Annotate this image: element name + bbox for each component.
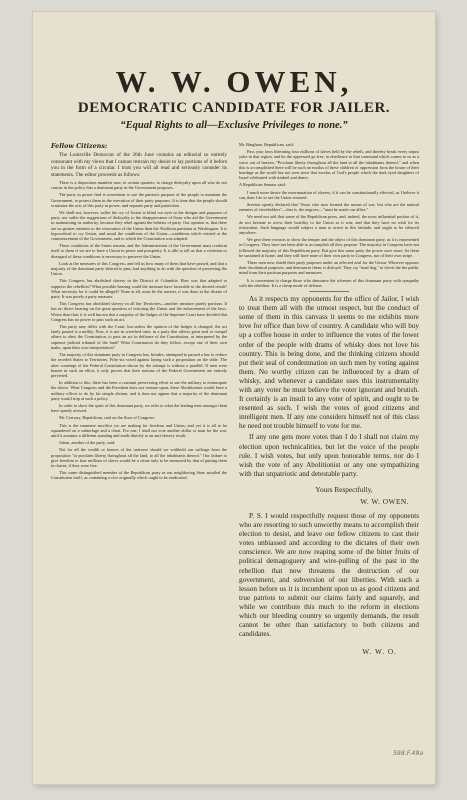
quote-paragraph: Stevens openly declared that "those who now formed the means of war, but who are the natural enemies of slaveholders"—that is, the negroes—"must be made our allies." bbox=[239, 202, 419, 213]
quote-paragraph: This same distinguished member of the Republican party in our neighboring State assailed the Constitution itself, as containing a vice originally which ought to be eradicated. bbox=[51, 470, 227, 481]
quote-paragraph: In order to show the spirit of this dominant party, we refer to what the leading men amongst them have openly avowed. bbox=[51, 402, 227, 414]
quote-paragraph: It is convenient to charge those who denounce the schemes of this dominant party with sympathy with the rebellion. It is a cheap mode of defense. bbox=[239, 277, 419, 288]
quote-paragraph: This Congress has abolished slavery in the District of Columbia. How was that adapted to suppress the rebellion? What possible bearing could the measure have favorable to the desired result? What necessity for it could be alleged? None at all, must be the answer, it was done at the dictate of party. It was purely a party measure. bbox=[51, 278, 227, 300]
quote-paragraph: Julian, another of the party, said: bbox=[59, 440, 116, 446]
quote-paragraph: We shall not, however, suffer the cry of Union to blind our eyes to the designs and purposes of party, nor suffer the suggestions of disloyalty to the disapprovance of those who aid the Government in maintaining its authority, because they rebel against the behests of party. Our opinion is, that there are no greater enemies to the restoration of the Union than the Abolition partisans at Washington. It is hypocritical to cry Union, and assail the conditions of the Union—conditions which existed at the commencement of the Government, and to which the Constitution was adapted. bbox=[51, 210, 227, 242]
quote-paragraph: Mr. Conway, Republican, said on the floor of Congress: bbox=[59, 415, 156, 421]
broadside-sheet bbox=[33, 12, 435, 784]
catalog-mark: 598.F.49a bbox=[393, 750, 424, 757]
quote-paragraph: We give these extracts to show the temper and the object of this dominant party, as it is represented in Congress. They have not been able to accomplish all they propose. The majority in Congress have not followed the majority of this Republican party. But give this same party the power once more; let them be sustained at home, and they will have none of their own party in Congress, nor of their own stripe. bbox=[239, 237, 419, 258]
greeting: Fellow Citizens: bbox=[51, 142, 108, 150]
quote-paragraph: In addition to this, there has been a constant persevering effort to use the military to emancipate the slaves. What Congress and the President does not venture upon, these Abolitionists would have a military officer to do by his simple dictum, and it does not appear that a majority of the dominant party would stop at such a policy. bbox=[51, 380, 227, 401]
quote-paragraph: We need not add that some of the Republican press, and, indeed, the most influential portion of it, do not hesitate to avow their hostility to the Union as it was; and that they have no wish for its restoration. Such language would subject a man to arrest in this latitude, and ought to be silenced anywhere. bbox=[239, 214, 419, 236]
divider bbox=[309, 291, 349, 292]
quote-paragraph: A Republican Senator said: bbox=[239, 182, 286, 188]
postscript: P. S. I would respectfully request those of my opponents who are resorting to such unworthy means to accomplish their election to desist, and leave our fellow citizens to cast their votes unbiassed and according to the dictates of their own conscience. We are now reaping some of the bitter fruits of political demagoguery and wire-pulling of the past in the rebellion that now threatens the destruction of our government, and subversion of our liberties. With such a lesson before us it is incumbent upon us as good citizens and true patriots to submit our claims fairly and squarely, and while we contribute this much to the reform in elections which our bleeding country so urgently demands, the result cannot be other than satisfactory to both citizens and candidates. bbox=[239, 511, 419, 639]
quote-paragraph: Look at the measures of this Congress, and tell us how many of them that have passed, and that a majority of the dominant party desired to pass, had anything to do with the question of preserving the Union. bbox=[51, 260, 227, 277]
motto: “Equal Rights to all—Exclusive Privileges to none.” bbox=[120, 120, 348, 131]
quote-paragraph: This is the immense sacrifice we are making for freedom and Union; and yet it is all to be squandered on a subterfuge and a cheat. For one, I shall not vote another dollar or man for the war, until it assumes a different standing and tends directly to an anti-slavery result. bbox=[51, 422, 227, 438]
page-title: W. W. OWEN, bbox=[115, 64, 353, 99]
signature-name: W. W. OWEN. bbox=[360, 496, 409, 506]
quote-paragraph: The party in power find it convenient to use the patriotic purpose of the people to maintain the Government, to protect them in the execution of their party purposes. It is time that the people should scrutinize the acts of this party in power, and separate party and patriotism. bbox=[51, 192, 227, 208]
quote-paragraph: Mr. Bingham, Republican, said: bbox=[239, 142, 294, 147]
right-column bbox=[239, 142, 419, 656]
quote-paragraph: These men now shield their party purposes under an affected zeal for the Union. Whoever opposes their Jacobinical purposes, and denounces them, is disloyal. They cry "mad dog," to divert the the public mind from their partisan purposes and measures. bbox=[239, 260, 419, 276]
quote-paragraph: There is a disposition manifest now, in certain quarters, to charge disloyalty upon all who do not concur in the policy that a dominant party in the Government proposes. bbox=[51, 180, 227, 191]
paragraph: The Louisville Democrat of the 26th June contains an editorial so entirely consonant with my views that I cannot restrain my desire to lay portions of it before you in the form of a circular. I trust you will all read and seriously consider its statements. The editor proceeds as follows: bbox=[51, 152, 227, 178]
quote-paragraph: This party may differ with the Court, but unless the opinion of the Judges is changed, the act lately passed is a nullity. Now, it is not in wretched taste, in a party that affects great zeal to compel others to obey the Constitution, to pass an act in defiance of the Constitution, as interpreted by the supreme judicial tribunal of the land? What Constitution do they follow, except one of their own make, upon their own interpretation? bbox=[51, 324, 227, 350]
quote-paragraph: Pass your laws liberating four millions of slaves held by the rebels, and thereby break every unjust yoke in that region, and let the oppressed go free, in obedience to that command which comes to us as a voice out of heaven, "Proclaim liberty throughout all the land to all the inhabitants thereof;" and when this is accomplished there will be such an exodus of these children of oppression from the house of their bondage as the world has not seen since that exodus of God's people which the dark eyed daughters of Israel celebrated with timbrel and dance. bbox=[239, 149, 419, 181]
signature-closing: Yours Respectfully, bbox=[315, 484, 373, 494]
signature-initials: W. W. O. bbox=[362, 647, 397, 657]
page-subtitle: DEMOCRATIC CANDIDATE FOR JAILER. bbox=[77, 100, 391, 116]
quote-paragraph: These conditions of the States remain, and the Administration of the Government must conform itself to them if we are to have a Union in peace and prosperity. It is idle to tell us that a violation or disregard of these conditions is necessary to preserve the Union. bbox=[51, 243, 227, 259]
paragraph: As it respects my opponents for the office of Jailor, I wish to treat them all with the utmost respect, but the conduct of some of them in this canvass it seems to me exhibits more love for office than love of country. A candidate who will buy up a coffee house in order to influence the votes of the lower order of the people with drams of whisky does not love his country. This is being done, and the thinking citizens should put their seal of condemnation on such men by voting against them. No worthy citizen can be influenced by a dram of whisky, and whenever a candidate uses this instrumentality with any voter he must believe the voter ignorant and brutish. It certainly is an insult to any voter of spirit, and ought to be resented as such. I wish the votes of good citizens and intelligent men. If any one considers himself not of this class he need not trouble himself to vote for me. bbox=[239, 295, 419, 431]
left-column bbox=[51, 142, 227, 483]
quote-paragraph: I much more desire the extermination of slavery, if it can be constitutionally effected, as I believe it can, than I do to see the Union restored. bbox=[239, 189, 419, 200]
paragraph: If any one gets more votes than I do I shall not claim my election upon technicalities, but let the voice of the people rule. I wish votes, but only upon honorable terms, nor do I wish the vote of any Abolitionist or any one sympathizing with that unpatriotic and detestable party. bbox=[239, 433, 419, 478]
quote-paragraph: This Congress has abolished slavery in all the Territories—another measure purely partisan. It has no direct bearing on the great question of restoring the Union and the enforcement of the laws. Worse than that; it is well known that a majority of the Judges of the Supreme Court have decided that Congress has no power to pass such an act. bbox=[51, 301, 227, 322]
quote-paragraph: The majority of this dominant party in Congress has, besides, attempted to passed a law to reduce the seceded States to Territories. Fifty-six voted against laying such a proposition on the table. The utter contempt of the Federal Constitution shown by the attempt is without a parallel. If men were honest in such an effort, it only proves that their notions of the Federal Government are entirely perverted. bbox=[51, 352, 227, 378]
quote-paragraph: Not for all the wealth or honors of the universe should we withhold our suffrage from the proposition "to proclaim liberty throughout all the land, to all the inhabitants thereof." Our failure to give freedom to four millions of slaves would be a crime only to be measured by that of putting them in chains, if they were free. bbox=[51, 447, 227, 468]
